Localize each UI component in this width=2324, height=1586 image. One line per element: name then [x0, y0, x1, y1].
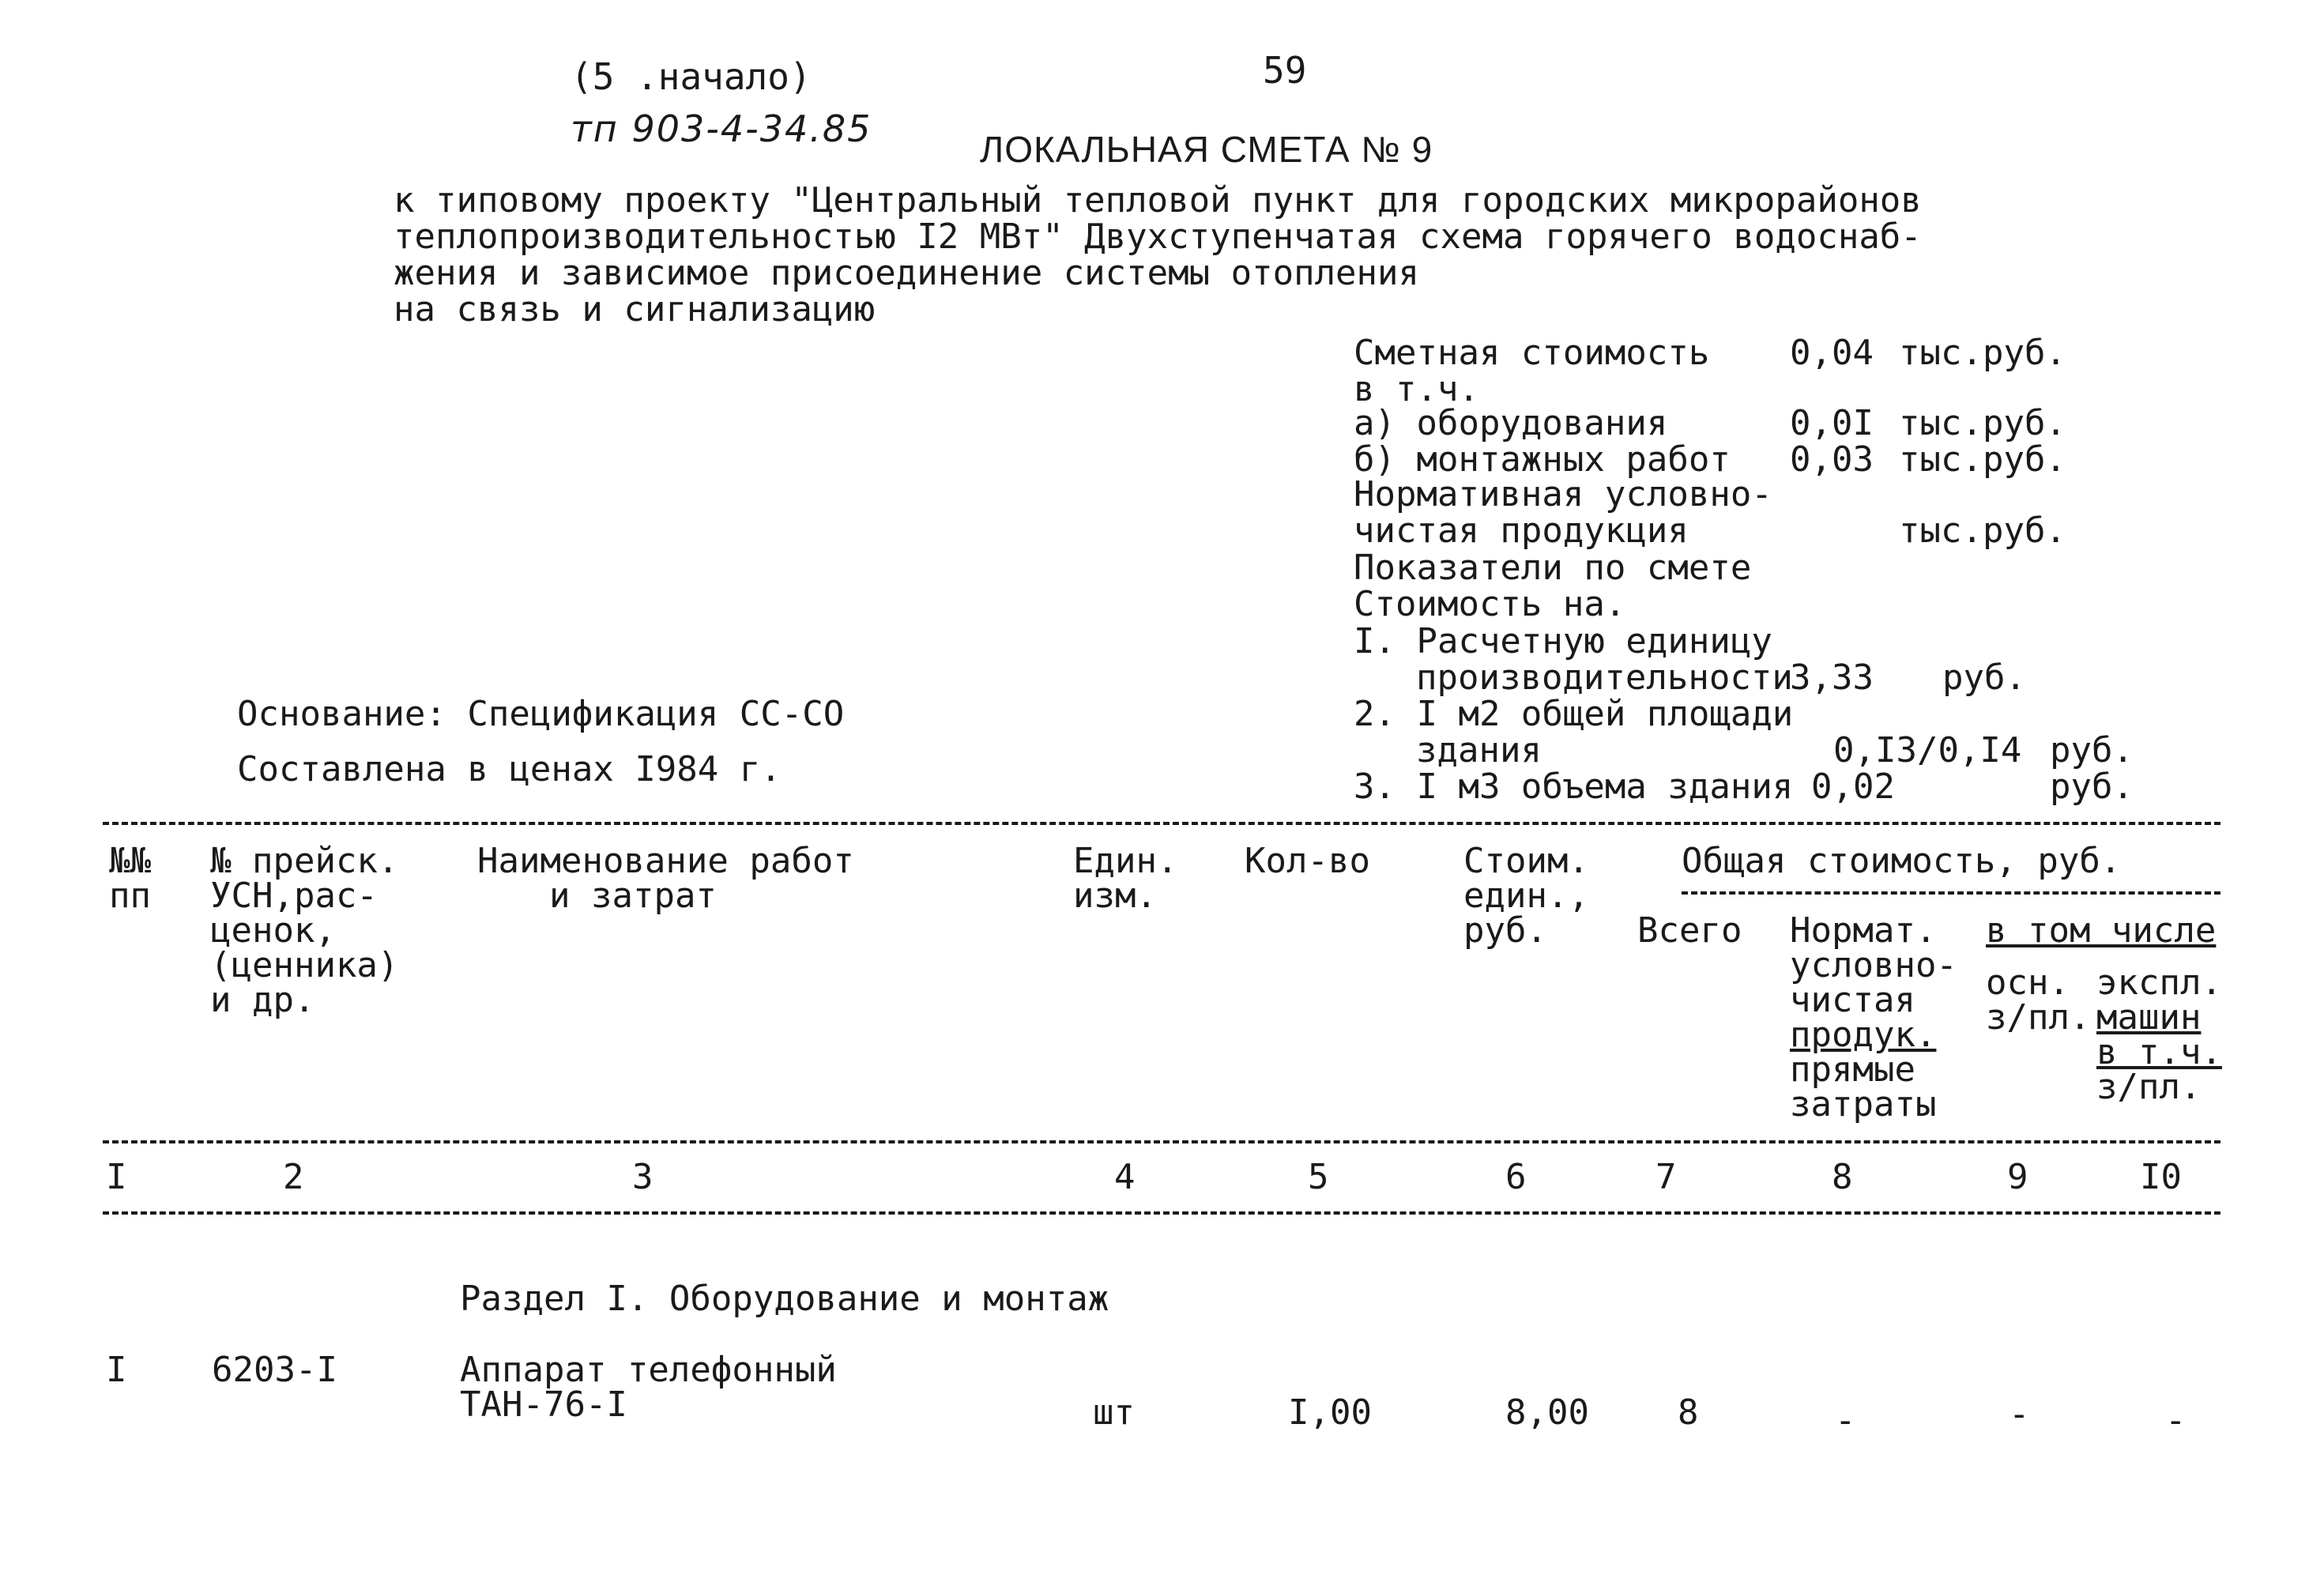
col4-header: изм.	[1073, 876, 1157, 916]
indicator-3-label: 3. I м3 объема здания	[1354, 767, 1794, 807]
document-title: ЛОКАЛЬНАЯ СМЕТА № 9	[980, 129, 1433, 170]
column-number: 2	[283, 1157, 304, 1197]
col6-header: един.,	[1463, 876, 1589, 916]
col10-header: з/пл.	[2096, 1067, 2202, 1107]
col2-header: ценок,	[210, 910, 336, 951]
estimated-cost-label: Сметная стоимость	[1354, 333, 1710, 373]
indicator-1-unit: руб.	[1942, 657, 2026, 698]
row-unit: шт	[1093, 1392, 1135, 1433]
unit-label: тыс.руб.	[1899, 510, 2066, 551]
unit-label: тыс.руб.	[1899, 403, 2066, 443]
column-number: I0	[2140, 1157, 2182, 1197]
subtitle-line: на связь и сигнализацию	[394, 289, 876, 330]
col2-header: (ценника)	[210, 945, 399, 985]
prices-line: Составлена в ценах I984 г.	[237, 749, 782, 789]
normative-label: Нормативная условно-	[1354, 474, 1772, 514]
basis-line: Основание: Спецификация СС-СО	[237, 694, 845, 734]
indicator-2-label: 2. I м2 общей площади	[1354, 694, 1794, 734]
column-number: I	[106, 1157, 127, 1197]
col3-header: Наименование работ	[477, 841, 854, 881]
indicator-2-unit: руб.	[2050, 730, 2134, 770]
row-col10: -	[2165, 1400, 2187, 1441]
row-code: 6203-I	[212, 1350, 337, 1390]
handwritten-project-code: тп 903-4-34.85	[571, 107, 872, 150]
col1-header: №№	[109, 841, 151, 881]
row-unit-price: 8,00	[1505, 1392, 1589, 1433]
row-name: ТАН-76-I	[460, 1384, 627, 1425]
column-number: 3	[632, 1157, 654, 1197]
subtitle-line: жения и зависимое присоединение системы отопления	[394, 253, 1420, 293]
col6-header: руб.	[1463, 910, 1547, 951]
total-cost-header: Общая стоимость, руб.	[1682, 841, 2122, 881]
normative-label: чистая продукция	[1354, 510, 1689, 551]
col4-header: Един.	[1073, 841, 1178, 881]
col8-header: затраты	[1790, 1084, 1937, 1125]
row-number: I	[106, 1350, 127, 1390]
col10-header: экспл.	[2096, 963, 2222, 1003]
row-name: Аппарат телефонный	[460, 1350, 837, 1390]
col2-header: № прейск.	[210, 841, 399, 881]
col9-header: з/пл.	[1986, 997, 2091, 1038]
col2-header: УСН,рас-	[210, 876, 378, 916]
installation-value: 0,03	[1790, 439, 1874, 480]
col8-header: Нормат.	[1790, 910, 1937, 951]
col8-header: продук.	[1790, 1015, 1937, 1055]
row-quantity: I,00	[1288, 1392, 1372, 1433]
header-bottom-rule	[103, 1140, 2220, 1143]
subtitle-line: к типовому проекту "Центральный тепловой пункт для городских микрорайонов	[394, 180, 1922, 220]
col9-header: осн.	[1986, 963, 2070, 1003]
indicator-1-label: производительности	[1416, 657, 1793, 698]
subtitle-line: теплопроизводительностью I2 МВт" Двухступенчатая схема горячего водоснаб-	[394, 217, 1922, 257]
column-number: 9	[2007, 1157, 2028, 1197]
column-number: 5	[1308, 1157, 1329, 1197]
indicator-1-value: 3,33	[1790, 657, 1874, 698]
col2-header: и др.	[210, 980, 315, 1020]
total-cost-rule	[1682, 891, 2220, 895]
table-top-rule	[103, 822, 2220, 825]
column-number: 7	[1655, 1157, 1677, 1197]
col10-header: машин	[2096, 997, 2202, 1038]
row-col8: -	[1835, 1400, 1856, 1441]
col8-header: условно-	[1790, 945, 1957, 985]
col3-header: и затрат	[549, 876, 717, 916]
indicator-3-value: 0,02	[1811, 767, 1895, 807]
equipment-value: 0,0I	[1790, 403, 1874, 443]
col1-header: пп	[109, 876, 151, 916]
column-number: 6	[1505, 1157, 1527, 1197]
col8-header: чистая	[1790, 980, 1915, 1020]
col5-header: Кол-во	[1245, 841, 1370, 881]
row-total: 8	[1678, 1392, 1699, 1433]
col6-header: Стоим.	[1463, 841, 1589, 881]
estimated-cost-value: 0,04	[1790, 333, 1874, 373]
column-number: 8	[1832, 1157, 1853, 1197]
unit-label: тыс.руб.	[1899, 333, 2066, 373]
page-number: 59	[1263, 49, 1307, 92]
indicator-3-unit: руб.	[2050, 767, 2134, 807]
indicators-label: Показатели по смете	[1354, 548, 1752, 588]
indicator-1-label: I. Расчетную единицу	[1354, 621, 1772, 661]
including-label: в т.ч.	[1354, 369, 1479, 409]
including-header: в том числе	[1986, 910, 2217, 951]
section-title: Раздел I. Оборудование и монтаж	[460, 1279, 1109, 1319]
col7-header: Всего	[1637, 910, 1742, 951]
equipment-label: а) оборудования	[1354, 403, 1668, 443]
continuation-note: (5 .начало)	[571, 55, 812, 98]
cost-per-label: Стоимость на.	[1354, 584, 1626, 624]
indicator-2-value: 0,I3/0,I4	[1833, 730, 2022, 770]
col10-header: в т.ч.	[2096, 1032, 2222, 1072]
column-number: 4	[1114, 1157, 1136, 1197]
unit-label: тыс.руб.	[1899, 439, 2066, 480]
indicator-2-label: здания	[1416, 730, 1542, 770]
row-col9: -	[2009, 1394, 2030, 1434]
col8-header: прямые	[1790, 1049, 1915, 1090]
installation-label: б) монтажных работ	[1354, 439, 1731, 480]
column-numbers-rule	[103, 1211, 2220, 1215]
